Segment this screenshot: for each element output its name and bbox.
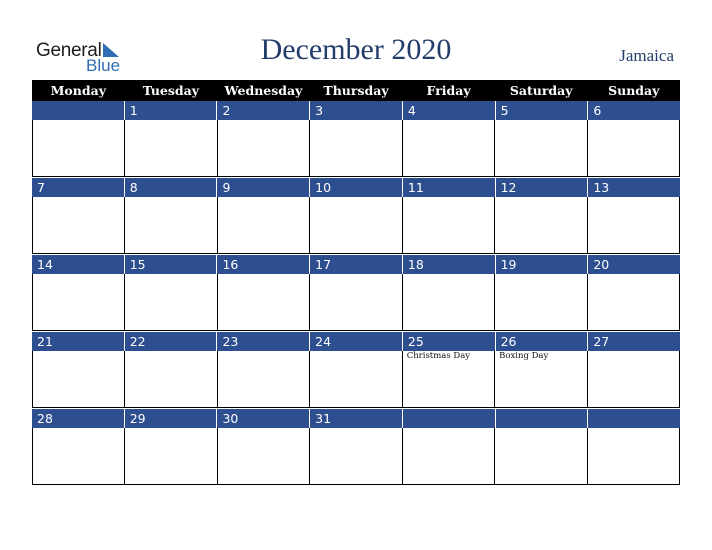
day-number: 25 — [402, 332, 495, 351]
day-number: 3 — [309, 101, 402, 120]
day-number: 21 — [37, 334, 53, 349]
day-number: 10 — [309, 178, 402, 197]
day-number: 20 — [587, 255, 680, 274]
day-cell — [588, 351, 679, 407]
day-number: 12 — [495, 178, 588, 197]
day-cell — [403, 120, 495, 176]
weekday-tuesday: Tuesday — [142, 83, 200, 98]
day-cell — [33, 120, 125, 176]
logo-text-general: General — [36, 40, 102, 61]
day-cell — [495, 351, 587, 407]
day-number: 1 — [124, 101, 217, 120]
weekday-sunday: Sunday — [608, 83, 660, 98]
day-number: 7 — [37, 180, 45, 195]
week-row — [32, 332, 680, 409]
day-cell — [310, 120, 402, 176]
day-cell — [588, 274, 679, 330]
weekday-friday: Friday — [426, 83, 471, 98]
day-cell — [125, 274, 217, 330]
day-cell — [495, 274, 587, 330]
day-number: 11 — [402, 178, 495, 197]
day-number: 24 — [309, 332, 402, 351]
weekday-thursday: Thursday — [323, 83, 389, 98]
day-number: 13 — [587, 178, 680, 197]
day-number: 27 — [587, 332, 680, 351]
day-cell — [403, 274, 495, 330]
day-cell — [218, 197, 310, 253]
day-number: 6 — [587, 101, 680, 120]
day-number: 9 — [216, 178, 309, 197]
day-cell — [495, 428, 587, 484]
day-number: 4 — [402, 101, 495, 120]
logo-text-blue: Blue — [86, 56, 121, 75]
day-cell — [33, 274, 125, 330]
day-number: 8 — [124, 178, 217, 197]
day-number: 26 — [495, 332, 588, 351]
day-cell — [310, 274, 402, 330]
day-cell — [588, 120, 679, 176]
day-number: 22 — [124, 332, 217, 351]
week-row — [32, 101, 680, 178]
day-number — [495, 409, 588, 428]
day-cell — [125, 351, 217, 407]
day-cell — [403, 197, 495, 253]
weekday-wednesday: Wednesday — [224, 83, 303, 98]
day-cell — [218, 120, 310, 176]
day-cell — [218, 274, 310, 330]
day-cell — [33, 351, 125, 407]
day-cell — [125, 197, 217, 253]
day-cell — [218, 351, 310, 407]
day-number: 29 — [124, 409, 217, 428]
day-cell — [403, 351, 495, 407]
day-cell — [33, 197, 125, 253]
day-number: 15 — [124, 255, 217, 274]
week-row — [32, 178, 680, 255]
day-number — [32, 101, 124, 120]
day-cell — [218, 428, 310, 484]
day-number: 16 — [216, 255, 309, 274]
calendar-grid — [32, 80, 680, 486]
day-cell — [310, 197, 402, 253]
day-number: 23 — [216, 332, 309, 351]
day-number: 5 — [495, 101, 588, 120]
week-row — [32, 255, 680, 332]
day-cell — [403, 428, 495, 484]
calendar-title: December 2020 — [260, 33, 452, 66]
day-number: 2 — [216, 101, 309, 120]
weekday-saturday: Saturday — [509, 83, 573, 98]
day-cell — [310, 428, 402, 484]
weekday-header — [32, 80, 680, 101]
day-cell — [495, 197, 587, 253]
day-number: 28 — [37, 411, 53, 426]
event-label-christmas: Christmas Day — [406, 351, 471, 361]
day-number: 30 — [216, 409, 309, 428]
day-number — [587, 409, 680, 428]
day-number: 19 — [495, 255, 588, 274]
day-cell — [33, 428, 125, 484]
day-cell — [588, 428, 679, 484]
country-label: Jamaica — [619, 46, 674, 65]
day-cell — [588, 197, 679, 253]
day-cell — [495, 120, 587, 176]
day-cell — [125, 120, 217, 176]
day-cell — [125, 428, 217, 484]
day-cell — [310, 351, 402, 407]
day-number: 17 — [309, 255, 402, 274]
day-number — [402, 409, 495, 428]
event-label-boxing: Boxing Day — [499, 351, 549, 361]
weekday-monday: Monday — [50, 83, 106, 98]
day-number: 31 — [309, 409, 402, 428]
week-row — [32, 409, 680, 486]
day-number: 14 — [37, 257, 53, 272]
day-number: 18 — [402, 255, 495, 274]
